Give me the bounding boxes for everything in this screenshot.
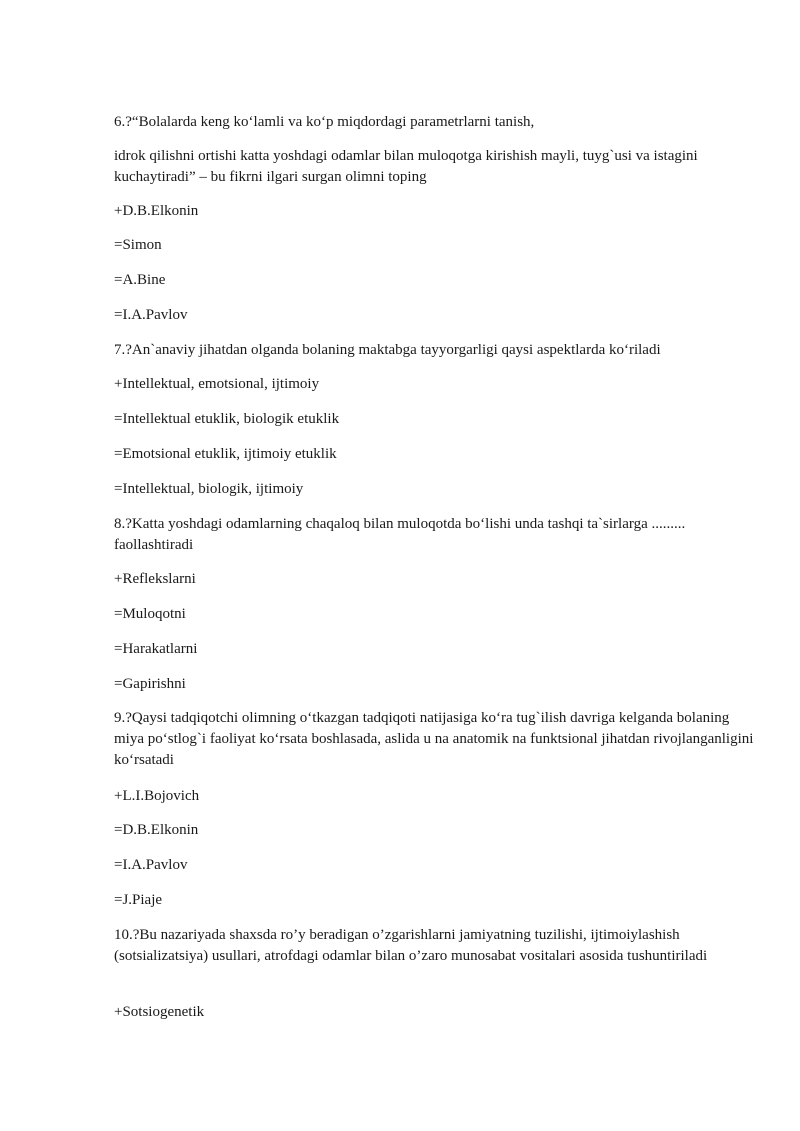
answer-option-correct: +L.I.Bojovich — [114, 788, 200, 804]
answer-option-correct: +Intellektual, emotsional, ijtimoiy — [114, 376, 320, 392]
question-10-text: 10.?Bu nazariyada shaxsda ro’y beradigan o’zgarishlarni jamiyatning tuzilishi, ijtimoiylashish (sotsializatsiya) usullari, atrofdagi odamlar bilan o’zaro munosabat vositalari asosida tushuntiriladi — [114, 927, 708, 964]
answer-option: =J.Piaje — [114, 892, 163, 908]
answer-option: =Intellektual, biologik, ijtimoiy — [114, 481, 304, 497]
question-7-text: 7.?An`anaviy jihatdan olganda bolaning maktabga tayyorgarligi qaysi aspektlarda ko‘riladi — [114, 342, 661, 358]
question-9-text: 9.?Qaysi tadqiqotchi olimning o‘tkazgan tadqiqoti natijasiga ko‘ra tug`ilish davriga kelganda bolaning miya po‘stlog`i faoliyat ko‘rsata boshlasada, aslida u na anatomik na funktsional jihatdan rivojlanganligini ko‘rsatadi — [114, 710, 754, 768]
answer-option-correct: +Sotsiogenetik — [114, 1004, 205, 1020]
answer-option-correct: +Reflekslarni — [114, 571, 196, 587]
answer-option-correct: +D.B.Elkonin — [114, 203, 199, 219]
answer-option: =Simon — [114, 237, 162, 253]
answer-option: =Muloqotni — [114, 606, 186, 622]
answer-option: =Harakatlarni — [114, 641, 198, 657]
question-6-text-continued: idrok qilishni ortishi katta yoshdagi odamlar bilan muloqotga kirishish mayli, tuyg`usi va istagini kuchaytiradi” – bu fikrni ilgari surgan olimni toping — [114, 148, 698, 185]
question-6-text: 6.?“Bolalarda keng ko‘lamli va ko‘p miqdordagi parametrlarni tanish, — [114, 114, 535, 130]
answer-option: =Intellektual etuklik, biologik etuklik — [114, 411, 340, 427]
question-8-text: 8.?Katta yoshdagi odamlarning chaqaloq bilan muloqotda bo‘lishi unda tashqi ta`sirlarga ......... faollashtiradi — [114, 516, 686, 553]
answer-option: =A.Bine — [114, 272, 166, 288]
answer-option: =Emotsional etuklik, ijtimoiy etuklik — [114, 446, 337, 462]
answer-option: =I.A.Pavlov — [114, 857, 188, 873]
answer-option: =I.A.Pavlov — [114, 307, 188, 323]
answer-option: =D.B.Elkonin — [114, 822, 199, 838]
answer-option: =Gapirishni — [114, 676, 186, 692]
